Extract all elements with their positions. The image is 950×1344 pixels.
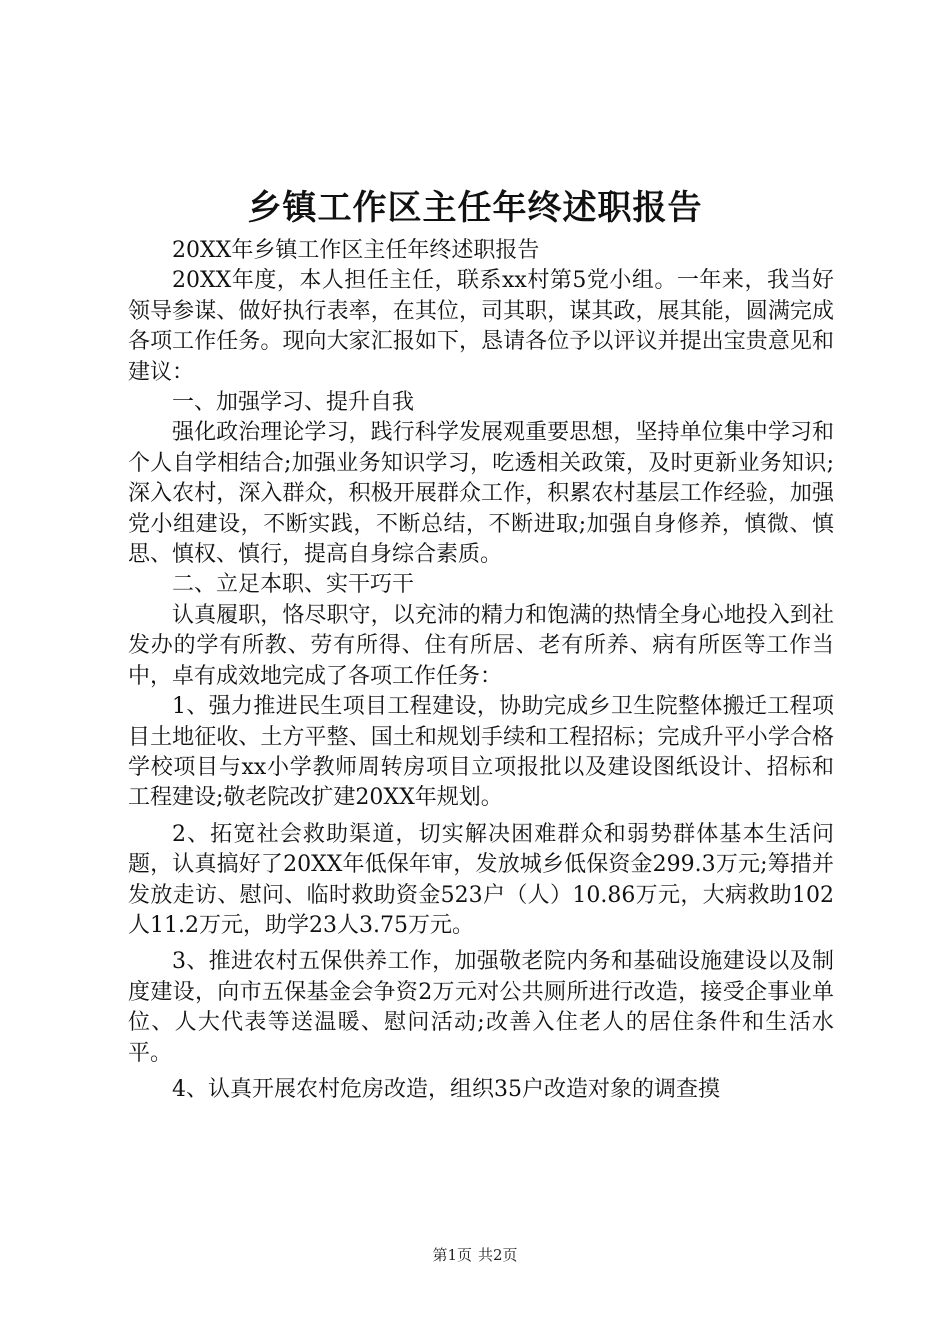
item-paragraph-3: 3、推进农村五保供养工作，加强敬老院内务和基础设施建设以及制度建设，向市五保基金会争资2万元对公共厕所进行改造，接受企事业单位、人大代表等送温暖、慰问活动;改善入住老人的居住条件和生活水平。 [128,949,834,1066]
page-number: 第1页 [432,1246,472,1264]
subtitle-paragraph: 20XX年乡镇工作区主任年终述职报告 [172,238,540,263]
document-title: 乡镇工作区主任年终述职报告 [247,188,703,228]
intro-paragraph: 20XX年度，本人担任主任，联系xx村第5党小组。一年来，我当好领导参谋、做好执行表率，在其位，司其职，谋其政，展其能，圆满完成各项工作任务。现向大家汇报如下，恳请各位予以评议并提出宝贵意见和建议： [128,268,834,385]
page-footer [0,1245,950,1265]
item-paragraph-2: 2、拓宽社会救助渠道，切实解决困难群众和弱势群体基本生活问题，认真搞好了20XX年低保年审，发放城乡低保资金299.3万元;筹措并发放走访、慰问、临时救助资金523户（人）10.86万元，大病救助102人11.2万元，助学23人3.75万元。 [128,821,834,938]
section-heading-2: 二、立足本职、实干巧干 [172,572,415,598]
document-body [128,236,834,1105]
study-paragraph: 强化政治理论学习，践行科学发展观重要思想，坚持单位集中学习和个人自学相结合;加强业务知识学习，吃透相关政策，及时更新业务知识;深入农村，深入群众，积极开展群众工作，积累农村基层工作经验，加强党小组建设，不断实践，不断总结，不断进取;加强自身修养，慎微、慎思、慎权、慎行，提高自身综合素质。 [128,420,834,568]
item-paragraph-1: 1、强力推进民生项目工程建设，协助完成乡卫生院整体搬迁工程项目土地征收、土方平整、国土和规划手续和工程招标；完成升平小学合格学校项目与xx小学教师周转房项目立项报批以及建设图纸设计、招标和工程建设;敬老院改扩建20XX年规划。 [128,694,834,811]
duty-paragraph: 认真履职，恪尽职守，以充沛的精力和饱满的热情全身心地投入到社发办的学有所教、劳有所得、住有所居、老有所养、病有所医等工作当中，卓有成效地完成了各项工作任务： [128,602,834,689]
section-heading-1: 一、加强学习、提升自我 [172,390,415,416]
page-total: 共2页 [478,1246,518,1264]
item-paragraph-4: 4、认真开展农村危房改造，组织35户改造对象的调查摸 [172,1076,720,1102]
